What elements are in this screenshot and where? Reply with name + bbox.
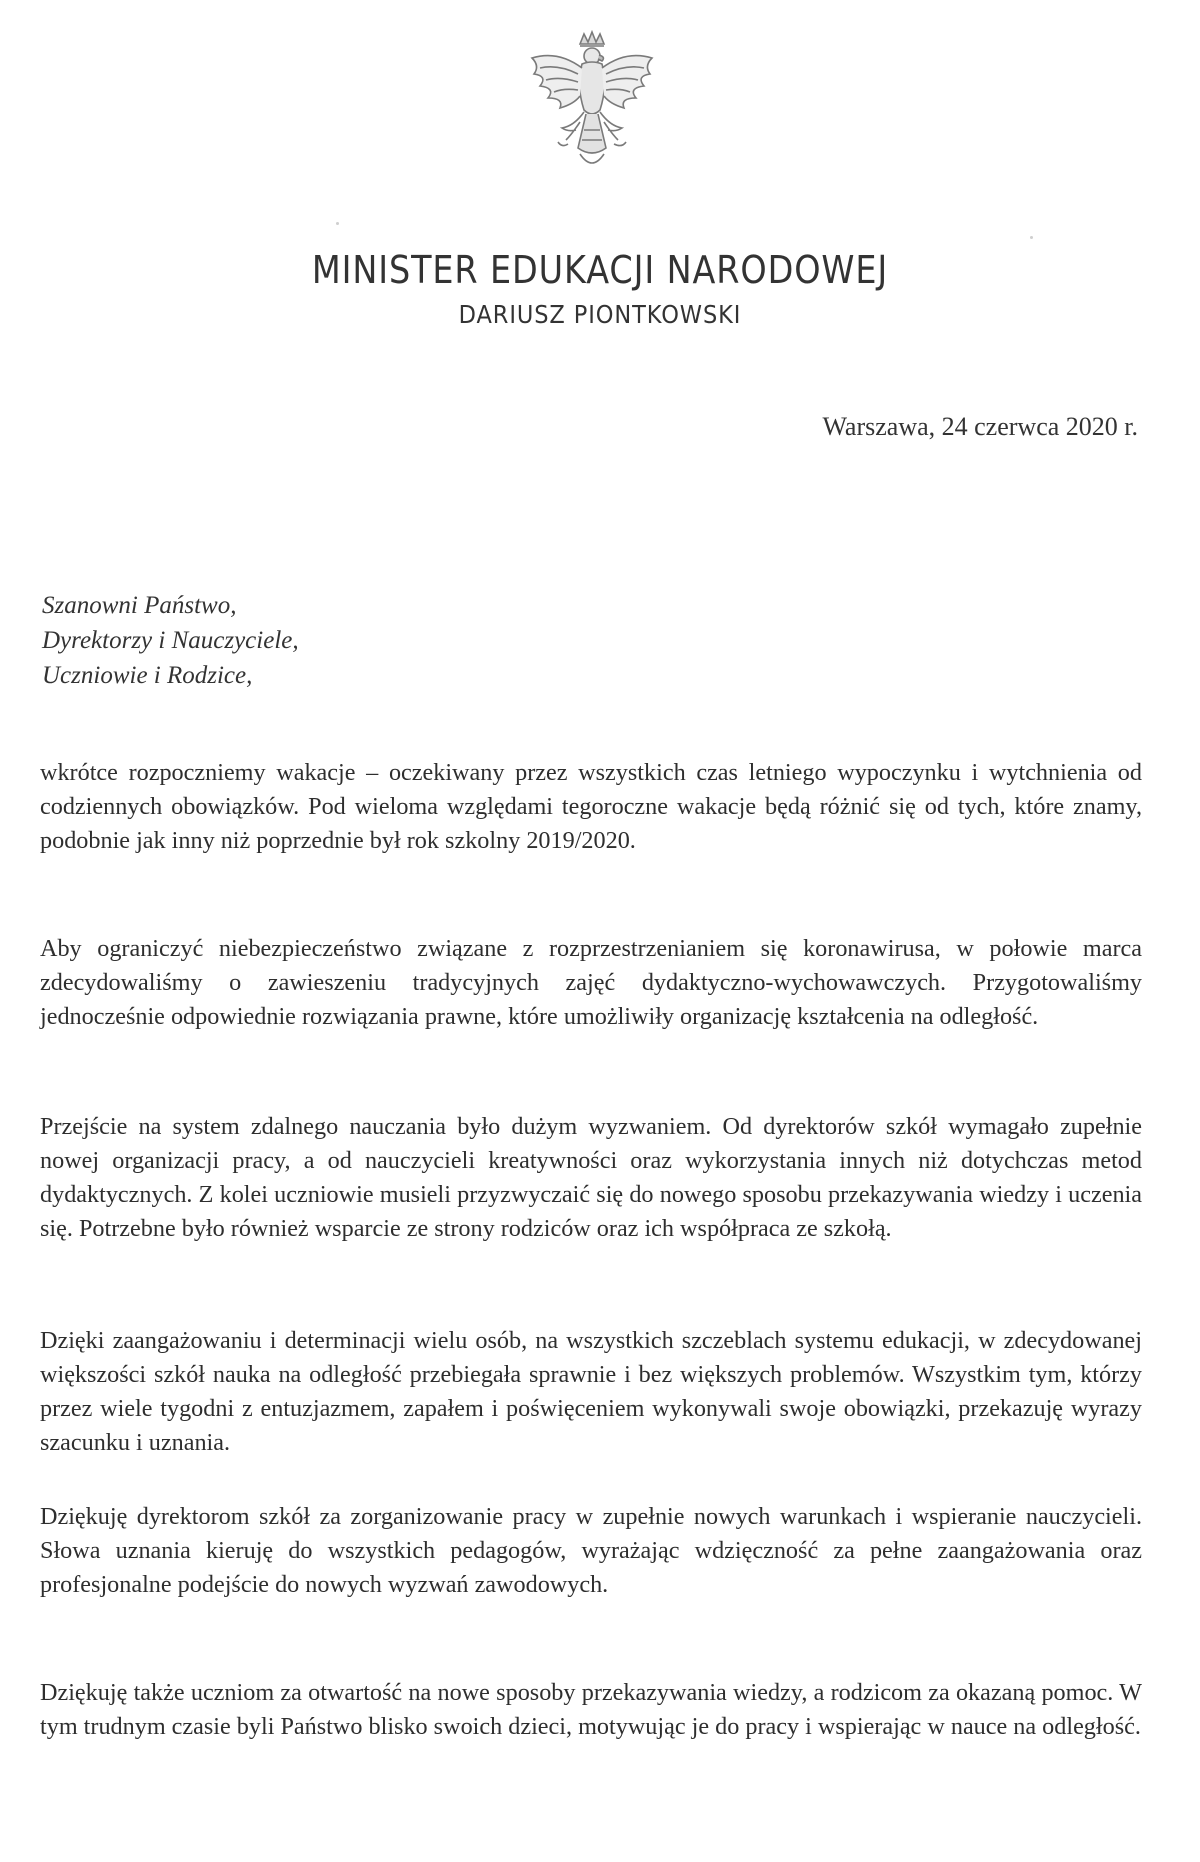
scan-speck — [1030, 236, 1033, 239]
salutation-line: Uczniowie i Rodzice, — [42, 662, 253, 689]
salutation-line: Dyrektorzy i Nauczyciele, — [42, 627, 299, 654]
letter-date: Warszawa, 24 czerwca 2020 r. — [822, 412, 1138, 441]
letter-paragraph: wkrótce rozpoczniemy wakacje – oczekiwany przez wszystkich czas letniego wypoczynku i wytchnienia od codziennych obowiązków. Pod wieloma względami tegoroczne wakacje będą różnić się od tych, które znamy, podobnie jak inny niż poprzednie był rok szkolny 2019/2020. — [40, 759, 1142, 854]
letter-paragraph: Dziękuję dyrektorom szkół za zorganizowanie pracy w zupełnie nowych warunkach i wspieranie nauczycieli. Słowa uznania kieruję do wszystkich pedagogów, wyrażając wdzięczność za pełne zaangażowania oraz profesjonalne podejście do nowych wyzwań zawodowych. — [40, 1503, 1142, 1598]
polish-eagle-emblem-icon — [518, 30, 666, 175]
minister-name: DARIUSZ PIONTKOWSKI — [458, 300, 742, 329]
letter-paragraph: Dzięki zaangażowaniu i determinacji wielu osób, na wszystkich szczeblach systemu edukacji, w zdecydowanej większości szkół nauka na odległość przebiegała sprawnie i bez większych problemów. Wszystkim tym, którzy przez wiele tygodni z entuzjazmem, zapałem i poświęceniem wykonywali swoje obowiązki, przekazuję wyrazy szacunku i uznania. — [40, 1327, 1142, 1456]
letter-paragraph: Dziękuję także uczniom za otwartość na nowe sposoby przekazywania wiedzy, a rodzicom za okazaną pomoc. W tym trudnym czasie byli Państwo blisko swoich dzieci, motywując je do pracy i wspierając w nauce na odległość. — [40, 1679, 1142, 1740]
salutation-line: Szanowni Państwo, — [42, 592, 237, 619]
salutation — [42, 588, 299, 693]
minister-title: MINISTER EDUKACJI NARODOWEJ — [311, 248, 889, 292]
letter-paragraph: Przejście na system zdalnego nauczania było dużym wyzwaniem. Od dyrektorów szkół wymagało zupełnie nowej organizacji pracy, a od nauczycieli kreatywności oraz wykorzystania innych niż dotychczas metod dydaktycznych. Z kolei uczniowie musieli przyzwyczaić się do nowego sposobu przekazywania wiedzy i uczenia się. Potrzebne było również wsparcie ze strony rodziców oraz ich współpraca ze szkołą. — [40, 1113, 1142, 1242]
scan-speck — [336, 222, 339, 225]
letter-paragraph: Aby ograniczyć niebezpieczeństwo związane z rozprzestrzenianiem się koronawirusa, w połowie marca zdecydowaliśmy o zawieszeniu tradycyjnych zajęć dydaktyczno-wychowawczych. Przygotowaliśmy jednocześnie odpowiednie rozwiązania prawne, które umożliwiły organizację kształcenia na odległość. — [40, 935, 1142, 1030]
